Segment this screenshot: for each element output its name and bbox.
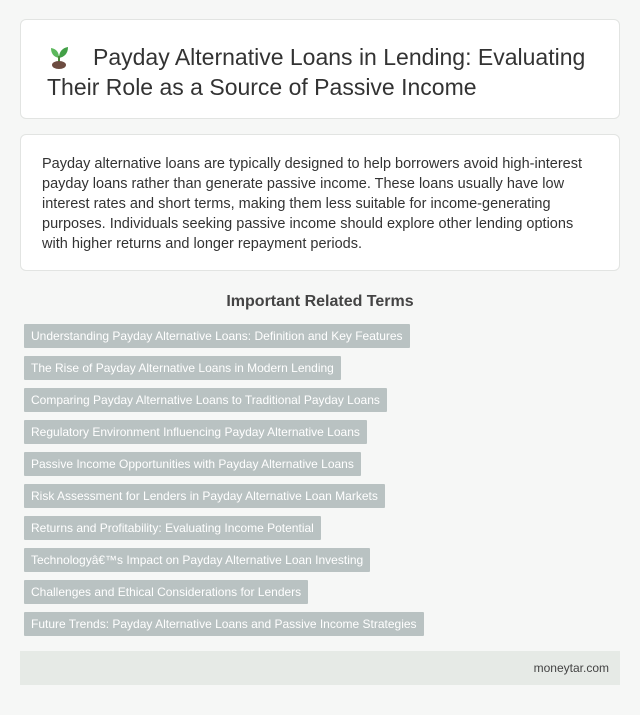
- related-term-tag[interactable]: The Rise of Payday Alternative Loans in Modern Lending: [24, 356, 341, 380]
- summary-card: [20, 134, 620, 271]
- related-term-tag[interactable]: Future Trends: Payday Alternative Loans and Passive Income Strategies: [24, 612, 424, 636]
- related-term-tag[interactable]: Technologyâ€™s Impact on Payday Alternative Loan Investing: [24, 548, 370, 572]
- related-term-tag[interactable]: Passive Income Opportunities with Payday Alternative Loans: [24, 452, 361, 476]
- related-terms-list: [24, 324, 624, 644]
- summary-text: Payday alternative loans are typically designed to help borrowers avoid high-interest payday loans rather than generate passive income. These loans usually have low interest rates and short terms, making them less suitable for income-generating purposes. Individuals seeking passive income should explore other lending options with higher returns and longer repayment periods.: [42, 156, 583, 252]
- related-terms-heading: Important Related Terms: [226, 293, 414, 310]
- related-term-tag[interactable]: Returns and Profitability: Evaluating Income Potential: [24, 516, 321, 540]
- page-title: Payday Alternative Loans in Lending: Evaluating Their Role as a Source of Passive Income: [47, 44, 586, 100]
- related-term-tag[interactable]: Challenges and Ethical Considerations for Lenders: [24, 580, 308, 604]
- sprout-icon: [47, 44, 71, 70]
- footer: [20, 651, 620, 685]
- related-term-tag[interactable]: Risk Assessment for Lenders in Payday Alternative Loan Markets: [24, 484, 385, 508]
- related-term-tag[interactable]: Understanding Payday Alternative Loans: Definition and Key Features: [24, 324, 410, 348]
- footer-site-link[interactable]: moneytar.com: [533, 661, 609, 675]
- title-card: [20, 19, 620, 119]
- related-term-tag[interactable]: Comparing Payday Alternative Loans to Traditional Payday Loans: [24, 388, 387, 412]
- related-term-tag[interactable]: Regulatory Environment Influencing Payday Alternative Loans: [24, 420, 367, 444]
